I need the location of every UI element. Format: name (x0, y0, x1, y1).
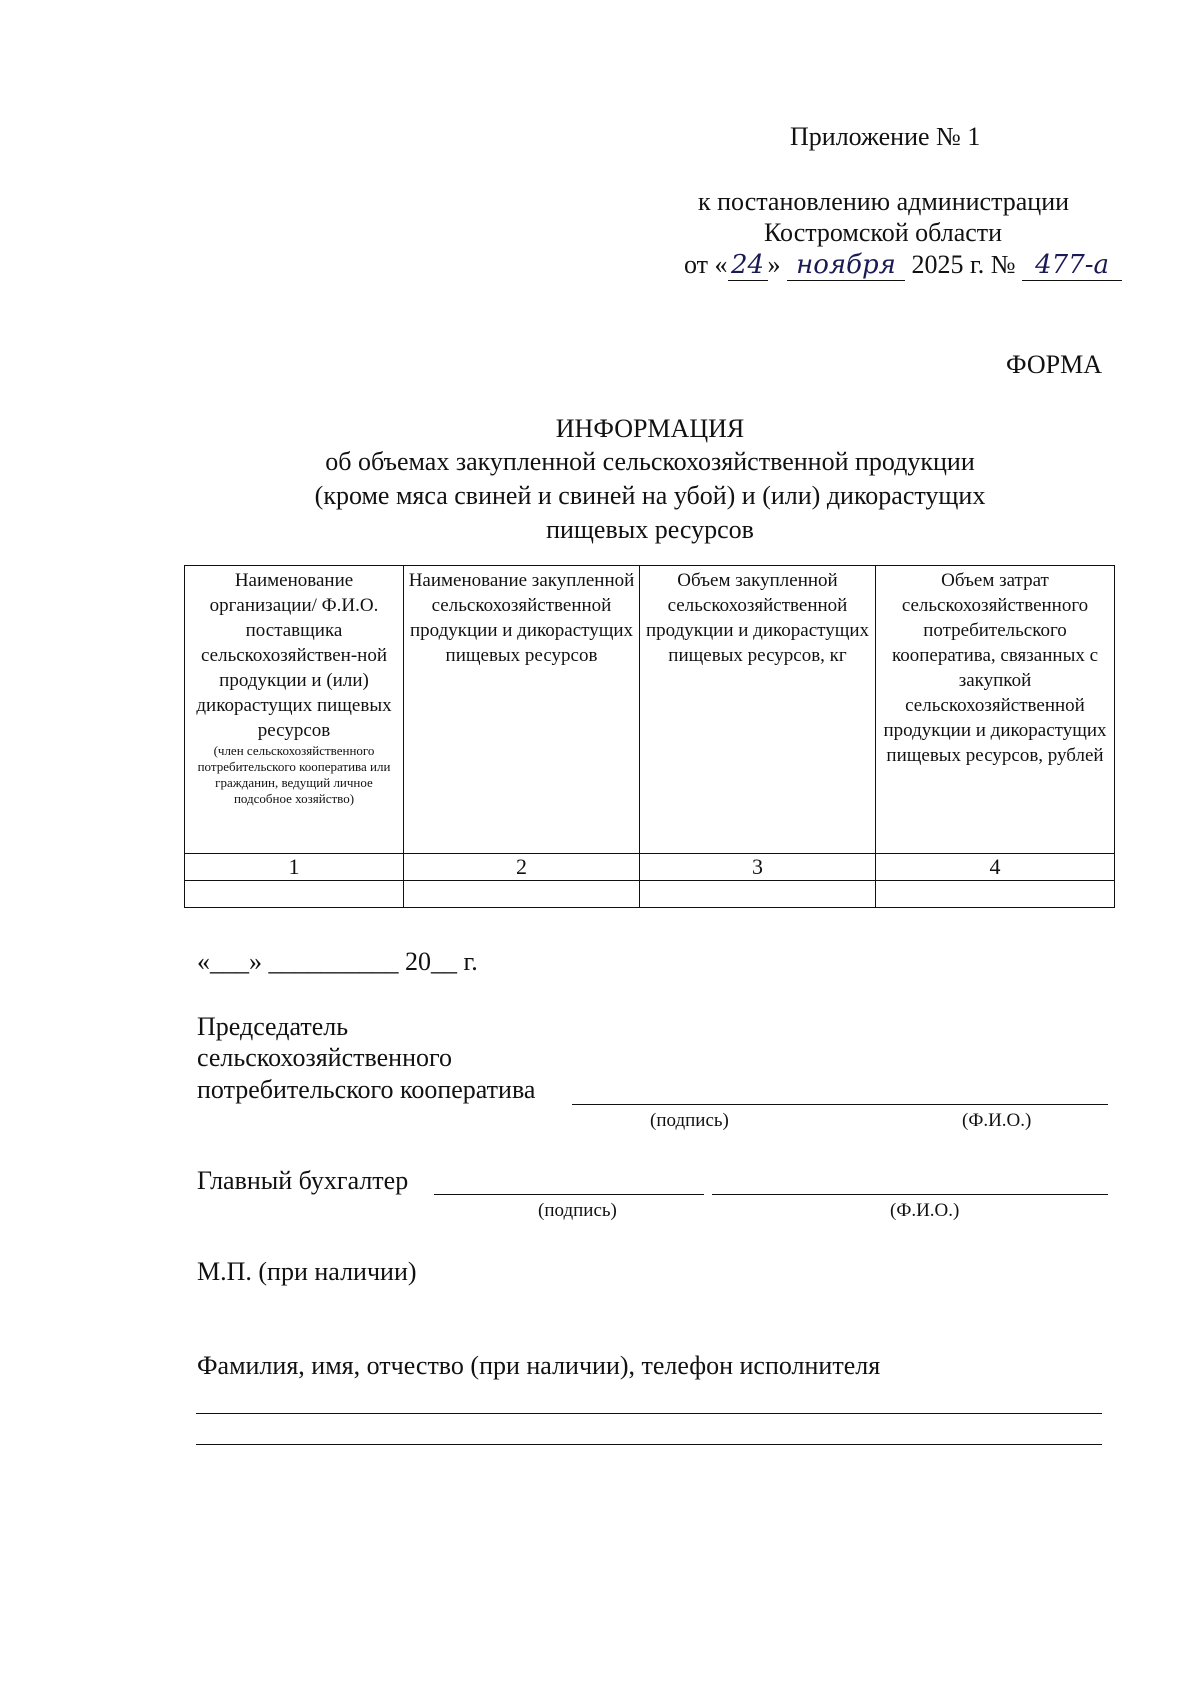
chairman-signature-line[interactable] (572, 1104, 1108, 1105)
table-number-row (185, 854, 1115, 881)
empty-cell[interactable] (876, 881, 1115, 908)
table-empty-row (185, 881, 1115, 908)
date-day: 24 (728, 251, 768, 281)
appendix-date-line (684, 250, 1122, 281)
accountant-sign-caption: (подпись) (538, 1200, 617, 1221)
column-number: 3 (640, 854, 876, 881)
chairman-line-2: сельскохозяйственного (197, 1043, 452, 1072)
appendix-title: Приложение № 1 (790, 122, 981, 151)
date-prefix: от « (684, 250, 728, 279)
table-header-row (185, 566, 1115, 854)
header-organization-note: (член сельскохозяйственного потребительского кооператива или гражданин, ведущий личное подсобное хозяйство) (197, 743, 391, 806)
chairman-line-3: потребительского кооператива (197, 1075, 536, 1104)
header-cell-organization (185, 566, 404, 854)
accountant-name-caption: (Ф.И.О.) (890, 1200, 960, 1221)
empty-cell[interactable] (640, 881, 876, 908)
report-date-line: «___» __________ 20__ г. (197, 947, 478, 976)
header-cell-volume-kg: Объем закупленной сельскохозяйственной продукции и дикорастущих пищевых ресурсов, кг (640, 566, 876, 854)
purchase-table (184, 565, 1115, 908)
stamp-label: М.П. (при наличии) (197, 1257, 417, 1286)
executor-line-1[interactable] (196, 1413, 1102, 1414)
header-organization-text: Наименование организации/ Ф.И.О. поставщика сельскохозяйствен-ной продукции и (или) дикорастущих пищевых ресурсов (196, 570, 392, 741)
appendix-line-2: Костромской области (764, 218, 1003, 247)
accountant-name-line[interactable] (712, 1194, 1108, 1195)
header-cell-product-name: Наименование закупленной сельскохозяйственной продукции и дикорастущих пищевых ресурсов (404, 566, 640, 854)
form-label: ФОРМА (1006, 350, 1102, 379)
chairman-line-1: Председатель (197, 1012, 349, 1041)
empty-cell[interactable] (404, 881, 640, 908)
executor-line-2[interactable] (196, 1444, 1102, 1445)
document-number: 477-а (1022, 251, 1122, 281)
empty-cell[interactable] (185, 881, 404, 908)
accountant-label: Главный бухгалтер (197, 1166, 409, 1195)
chairman-sign-caption: (подпись) (650, 1110, 729, 1131)
heading-line-3: пищевых ресурсов (546, 515, 754, 544)
date-year: 2025 г. № (911, 250, 1016, 279)
column-number: 2 (404, 854, 640, 881)
heading-title: ИНФОРМАЦИЯ (555, 414, 745, 443)
appendix-line-1: к постановлению администрации (698, 187, 1070, 216)
date-month: ноября (787, 251, 905, 281)
executor-label: Фамилия, имя, отчество (при наличии), телефон исполнителя (197, 1351, 881, 1380)
heading-line-1: об объемах закупленной сельскохозяйственной продукции (325, 447, 975, 476)
header-cell-costs-rub: Объем затрат сельскохозяйственного потребительского кооператива, связанных с закупкой сельскохозяйственной продукции и дикорастущих пищевых ресурсов, рублей (876, 566, 1115, 854)
accountant-signature-line[interactable] (434, 1194, 704, 1195)
chairman-name-caption: (Ф.И.О.) (962, 1110, 1032, 1131)
column-number: 1 (185, 854, 404, 881)
heading-line-2: (кроме мяса свиней и свиней на убой) и (или) дикорастущих (314, 481, 986, 510)
column-number: 4 (876, 854, 1115, 881)
date-mid: » (767, 250, 781, 279)
